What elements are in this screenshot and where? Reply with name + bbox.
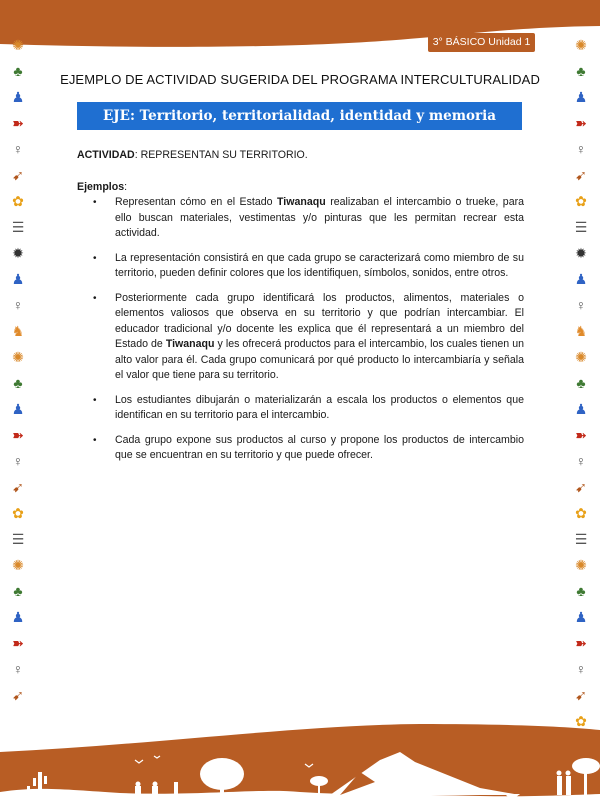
examples-label: Ejemplos xyxy=(77,180,125,193)
bullet-icon: • xyxy=(93,197,97,208)
list-item: • Posteriormente cada grupo identificará los productos, alimentos, materiales o elementos valiosos que observa en su territorio y que podrían intercambiar. El educador tradicional y/o docente les explica que él representará a un miembro del Estado de Tiwanaqu y les ofrecerá productos para el intercambio, los cuales tienen un alto valor para él. Cada grupo comunicará por qué producto lo intercambiaría y señala el valor que tiene para su territorio. xyxy=(93,291,524,381)
fox-icon: ➽ xyxy=(575,427,587,443)
human-figure-icon: ♀ xyxy=(575,297,587,313)
activity-value: : REPRESENTAN SU TERRITORIO. xyxy=(134,149,308,161)
blue-figure-icon: ♟ xyxy=(574,89,588,105)
flower-icon: ✿ xyxy=(575,505,587,521)
star-burst-icon: ✹ xyxy=(575,245,587,261)
blue-figure-icon: ♟ xyxy=(11,401,25,417)
frog-figure-icon: ♣ xyxy=(576,375,586,391)
human-figure-icon: ♀ xyxy=(575,661,587,677)
blue-figure-icon: ♟ xyxy=(11,609,25,625)
human-figure-icon: ♀ xyxy=(12,141,24,157)
star-burst-icon: ✹ xyxy=(12,245,24,261)
pottery-icon: ☰ xyxy=(11,219,25,235)
list-item: • La representación consistirá en que cada grupo se caracterizará como miembro de su territorio, pueden definir colores que los identifiquen, símbolos, sonidos, entre otros. xyxy=(93,251,524,279)
sun-disc-icon: ✺ xyxy=(575,349,587,365)
bullet-icon: • xyxy=(93,394,97,406)
blue-figure-icon: ♟ xyxy=(574,401,588,417)
condor-icon: ➹ xyxy=(12,479,24,495)
blue-figure-icon: ♟ xyxy=(574,609,588,625)
list-item: • Cada grupo expone sus productos al curso y propone los productos de intercambio que se encuentran en su territorio y que puede ofrecer. xyxy=(93,433,524,461)
sun-disc-icon: ✺ xyxy=(12,349,24,365)
blue-figure-icon: ♟ xyxy=(11,271,25,287)
bullet-icon: • xyxy=(93,252,97,264)
human-figure-icon: ♀ xyxy=(575,453,587,469)
fox-icon: ➽ xyxy=(575,635,587,651)
bullet-icon: • xyxy=(93,292,97,304)
emphasis-tiwanaqu: Tiwanaqu xyxy=(165,338,215,350)
blue-figure-icon: ♟ xyxy=(11,89,25,105)
activity-label: ACTIVIDAD xyxy=(77,149,135,161)
fox-icon: ➽ xyxy=(12,635,24,651)
sun-disc-icon: ✺ xyxy=(12,37,24,53)
human-figure-icon: ♀ xyxy=(12,453,24,469)
list-item: • Los estudiantes dibujarán o materializarán a escala los productos o elementos que identifican en su territorio para el intercambio. xyxy=(93,393,524,421)
frog-figure-icon: ♣ xyxy=(576,583,586,599)
pottery-icon: ☰ xyxy=(574,531,588,547)
human-figure-icon: ♀ xyxy=(12,661,24,677)
flower-icon: ✿ xyxy=(575,193,587,209)
condor-icon: ➹ xyxy=(575,687,587,703)
examples-list xyxy=(77,195,524,464)
bullet-icon: • xyxy=(93,434,97,446)
condor-icon: ➹ xyxy=(575,479,587,495)
grade-unit-badge: 3° BÁSICO Unidad 1 xyxy=(428,33,535,52)
human-figure-icon: ♀ xyxy=(575,141,587,157)
frog-figure-icon: ♣ xyxy=(13,63,23,79)
sun-disc-icon: ✺ xyxy=(575,557,587,573)
llama-icon: ♞ xyxy=(11,323,25,339)
right-icon-border xyxy=(566,32,596,734)
frog-figure-icon: ♣ xyxy=(576,63,586,79)
pottery-icon: ☰ xyxy=(11,531,25,547)
page-title: EJEMPLO DE ACTIVIDAD SUGERIDA DEL PROGRAMA INTERCULTURALIDAD xyxy=(60,72,540,87)
frog-figure-icon: ♣ xyxy=(13,375,23,391)
sun-disc-icon: ✺ xyxy=(575,37,587,53)
pottery-icon: ☰ xyxy=(574,219,588,235)
fox-icon: ➽ xyxy=(575,115,587,131)
examples-heading: Ejemplos: xyxy=(77,180,128,193)
llama-icon: ♞ xyxy=(574,323,588,339)
list-item: • Representan cómo en el Estado Tiwanaqu realizaban el intercambio o trueke, para ello buscan materiales, vestimentas y/o pinturas que les permitan recrear esta actividad. xyxy=(93,196,525,239)
activity-content xyxy=(77,148,524,473)
fox-icon: ➽ xyxy=(12,115,24,131)
emphasis-tiwanaqu: Tiwanaqu xyxy=(277,196,326,208)
fox-icon: ➽ xyxy=(12,427,24,443)
left-icon-border xyxy=(3,32,33,708)
condor-icon: ➹ xyxy=(575,167,587,183)
eje-banner: EJE: Territorio, territorialidad, identidad y memoria histórica. xyxy=(77,102,522,130)
sun-disc-icon: ✺ xyxy=(12,557,24,573)
activity-line xyxy=(77,148,524,164)
blue-figure-icon: ♟ xyxy=(574,271,588,287)
footer-landscape-illustration xyxy=(0,700,600,800)
flower-icon: ✿ xyxy=(12,505,24,521)
human-figure-icon: ♀ xyxy=(12,297,24,313)
flower-icon: ✿ xyxy=(575,713,587,729)
flower-icon: ✿ xyxy=(12,193,24,209)
frog-figure-icon: ♣ xyxy=(13,583,23,599)
condor-icon: ➹ xyxy=(12,167,24,183)
condor-icon: ➹ xyxy=(12,687,24,703)
